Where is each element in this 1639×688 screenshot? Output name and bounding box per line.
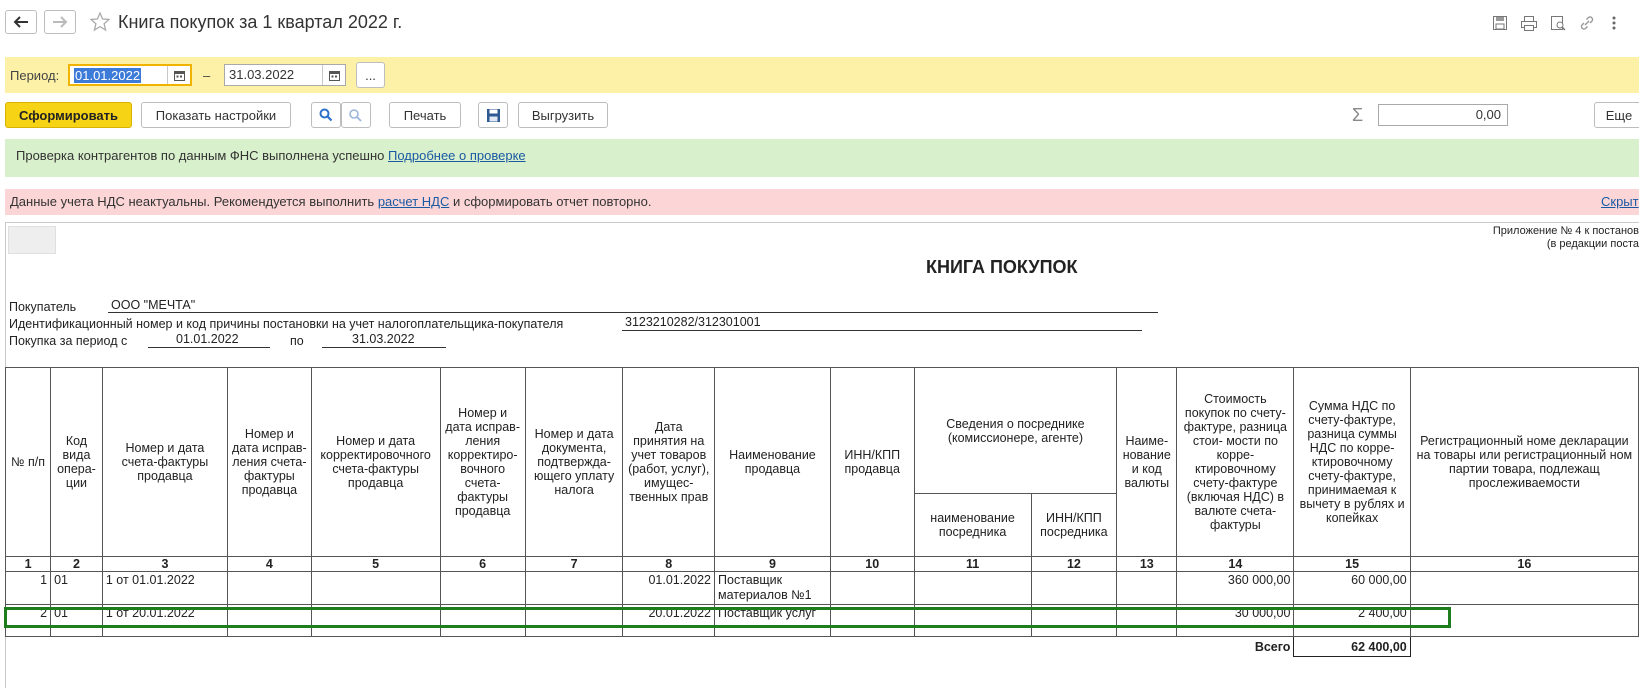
buyer-underline xyxy=(108,312,1158,313)
purchase-period-to-label: по xyxy=(290,334,304,348)
search-reset-button[interactable] xyxy=(341,102,371,128)
period-label: Период: xyxy=(10,68,60,83)
sum-icon: Σ xyxy=(1352,105,1364,125)
header-adjustment-correction: Номер и дата исправ- ления корректиро- вочного счета- фактуры продавца xyxy=(440,368,525,557)
vat-amount: 2 400,00 xyxy=(1294,605,1410,637)
column-number: 8 xyxy=(623,557,715,572)
calendar-icon[interactable] xyxy=(167,66,190,84)
period-to-field[interactable] xyxy=(224,64,346,86)
column-number: 7 xyxy=(525,557,623,572)
fns-check-message xyxy=(16,148,526,163)
vat-amount: 60 000,00 xyxy=(1294,572,1410,605)
seller-name: Поставщик материалов №1 xyxy=(715,572,831,605)
column-number: 16 xyxy=(1410,557,1638,572)
more-button[interactable]: Еще xyxy=(1594,102,1639,128)
total-vat: 62 400,00 xyxy=(1294,637,1410,657)
show-settings-button[interactable]: Показать настройки xyxy=(141,102,291,128)
buyer-value: ООО "МЕЧТА" xyxy=(111,298,196,312)
table-row[interactable] xyxy=(6,572,1639,605)
header-operation-code: Код вида опера- ции xyxy=(51,368,103,557)
operation-code: 01 xyxy=(51,572,103,605)
favorite-star-icon[interactable] xyxy=(90,12,110,35)
header-adjustment-invoice: Номер и дата корректировочного счета-фактуры продавца xyxy=(311,368,440,557)
empty-cell xyxy=(311,572,440,605)
header-invoice-correction: Номер и дата исправ- ления счета- фактуры продавца xyxy=(228,368,312,557)
acceptance-date: 20.01.2022 xyxy=(623,605,715,637)
vat-warning-text-1: Данные учета НДС неактуальны. Рекомендуется выполнить xyxy=(10,194,375,209)
sum-value: 0,00 xyxy=(1475,107,1501,122)
fns-check-details-link[interactable]: Подробнее о проверке xyxy=(387,148,526,163)
header-acceptance-date: Дата принятия на учет товаров (работ, услуг), имущес- твенных прав xyxy=(623,368,715,557)
back-button[interactable] xyxy=(5,10,37,34)
header-invoice: Номер и дата счета-фактуры продавца xyxy=(102,368,227,557)
column-number: 2 xyxy=(51,557,103,572)
column-number: 6 xyxy=(440,557,525,572)
empty-cell xyxy=(1410,637,1638,657)
empty-cell xyxy=(1117,572,1177,605)
purchase-cost: 360 000,00 xyxy=(1177,572,1294,605)
purchase-period-from: 01.01.2022 xyxy=(176,332,239,346)
empty-cell xyxy=(525,572,623,605)
column-number: 12 xyxy=(1031,557,1117,572)
arrow-right-icon xyxy=(52,16,68,28)
selected-row-highlight xyxy=(4,607,1451,628)
column-number: 1 xyxy=(6,557,51,572)
column-number: 3 xyxy=(102,557,227,572)
header-intermediary-name: наименование посредника xyxy=(914,494,1031,557)
empty-cell xyxy=(440,572,525,605)
row-number: 1 xyxy=(6,572,51,605)
operation-code: 01 xyxy=(51,605,103,637)
empty-cell xyxy=(830,572,914,605)
column-number: 5 xyxy=(311,557,440,572)
vat-warning-text-2: и сформировать отчет повторно. xyxy=(452,194,652,209)
period-from-underline xyxy=(148,347,270,348)
inn-value: 3123210282/312301001 xyxy=(625,315,761,329)
empty-cell xyxy=(228,572,312,605)
header-seller-inn: ИНН/КПП продавца xyxy=(830,368,914,557)
vat-calculation-link[interactable]: расчет НДС xyxy=(377,194,450,209)
row-number: 2 xyxy=(6,605,51,637)
invoice: 1 от 20.01.2022 xyxy=(102,605,227,637)
period-from-value: 01.01.2022 xyxy=(75,68,141,83)
period-dash: – xyxy=(203,68,211,83)
header-currency: Наиме- нование и код валюты xyxy=(1117,368,1177,557)
header-vat-amount: Сумма НДС по счету-фактуре, разница суммы НДС по корре- ктировочному счету-фактуре, принимаемая к вычету в рублях и копейках xyxy=(1294,368,1410,557)
window-title: Книга покупок за 1 квартал 2022 г. xyxy=(118,12,403,32)
generate-button[interactable]: Сформировать xyxy=(5,102,132,128)
header-intermediary-inn: ИНН/КПП посредника xyxy=(1031,494,1117,557)
acceptance-date: 01.01.2022 xyxy=(623,572,715,605)
search-reset-icon xyxy=(348,108,364,122)
sum-field[interactable] xyxy=(1378,104,1508,126)
print-button[interactable]: Печать xyxy=(389,102,461,128)
column-number: 11 xyxy=(914,557,1031,572)
link-icon[interactable] xyxy=(1578,14,1596,32)
purchase-cost: 30 000,00 xyxy=(1177,605,1294,637)
invoice: 1 от 01.01.2022 xyxy=(102,572,227,605)
buyer-label: Покупатель xyxy=(9,300,77,314)
total-label: Всего xyxy=(1254,639,1291,654)
empty-cell xyxy=(914,572,1031,605)
header-purchase-cost: Стоимость покупок по счету-фактуре, разница стои- мости по корре- ктировочному счету-фактуре (включая НДС) в валюте счета-фактуры xyxy=(1177,368,1294,557)
forward-button[interactable] xyxy=(44,10,76,34)
export-button[interactable]: Выгрузить xyxy=(518,102,608,128)
purchase-period-to: 31.03.2022 xyxy=(352,332,415,346)
period-to-value: 31.03.2022 xyxy=(229,67,295,82)
empty-cell xyxy=(1410,572,1638,605)
appendix-note-line2: (в редакции поста xyxy=(1546,238,1639,250)
save-icon[interactable] xyxy=(1491,14,1509,32)
vat-warning-message xyxy=(10,194,651,209)
column-number: 14 xyxy=(1177,557,1294,572)
preview-icon[interactable] xyxy=(1549,14,1567,32)
empty-cell xyxy=(1031,572,1117,605)
search-button[interactable] xyxy=(311,102,341,128)
column-number: 15 xyxy=(1294,557,1410,572)
column-numbers-row xyxy=(6,557,1639,572)
arrow-left-icon xyxy=(13,16,29,28)
search-icon xyxy=(319,108,333,122)
seller-name: Поставщик услуг xyxy=(715,605,831,637)
save-report-button[interactable] xyxy=(478,102,508,128)
appendix-note-line1: Приложение № 4 к постанов xyxy=(1492,225,1639,237)
calendar-icon[interactable] xyxy=(322,65,345,85)
header-row-number: № п/п xyxy=(6,368,51,557)
purchase-period-label: Покупка за период с xyxy=(9,334,128,348)
print-icon[interactable] xyxy=(1520,14,1538,32)
report-heading: КНИГА ПОКУПОК xyxy=(926,257,1078,277)
header-intermediary: Сведения о посреднике (комиссионере, агенте) xyxy=(914,368,1117,494)
header-seller-name: Наименование продавца xyxy=(715,368,831,557)
fns-check-text: Проверка контрагентов по данным ФНС выполнена успешно xyxy=(16,148,385,163)
total-row xyxy=(6,637,1639,657)
period-select-button[interactable]: ... xyxy=(356,62,385,88)
inn-label: Идентификационный номер и код причины постановки на учет налогоплательщика-покупателя xyxy=(9,317,564,331)
period-from-field[interactable] xyxy=(68,64,192,86)
column-number: 4 xyxy=(228,557,312,572)
save-icon xyxy=(486,108,501,123)
inn-underline xyxy=(622,330,1142,331)
report-corner-cell xyxy=(8,226,56,254)
column-number: 13 xyxy=(1117,557,1177,572)
column-number: 10 xyxy=(830,557,914,572)
column-number: 9 xyxy=(715,557,831,572)
kebab-menu-icon[interactable] xyxy=(1605,14,1623,32)
header-payment-document: Номер и дата документа, подтвержда- ющего уплату налога xyxy=(525,368,623,557)
period-to-underline xyxy=(322,347,446,348)
header-registration-number: Регистрационный номе декларации на товары или регистрационный ном партии товара, подлежащ прослеживаемости xyxy=(1410,368,1638,557)
hide-warning-link[interactable]: Скрыт xyxy=(1601,194,1639,209)
